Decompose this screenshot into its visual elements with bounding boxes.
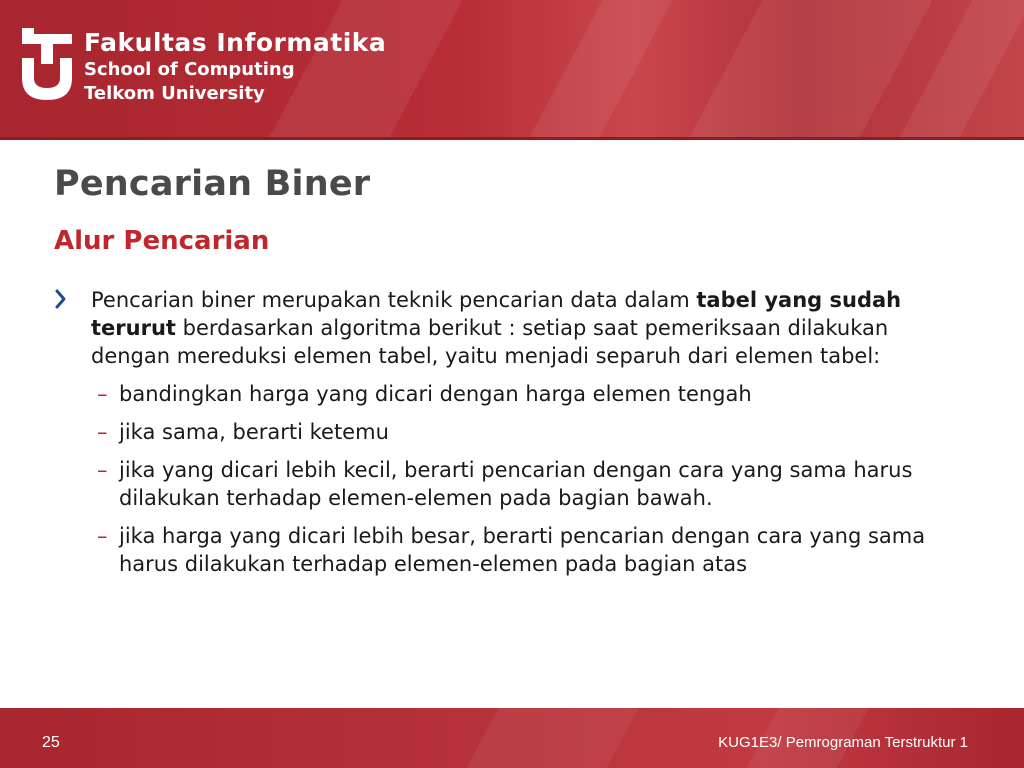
page-number: 25 xyxy=(42,734,60,751)
sub-bullet-text: jika yang dicari lebih kecil, berarti pencarian dengan cara yang sama harus dilakukan terhadap elemen-elemen pada bagian bawah. xyxy=(119,458,913,510)
slide-footer xyxy=(0,708,1024,768)
main-bullet-text xyxy=(91,286,959,370)
brand-wordmark xyxy=(84,28,386,106)
chevron-right-icon xyxy=(54,288,68,310)
sub-bullet-list xyxy=(54,380,959,578)
dash-marker: – xyxy=(97,524,108,548)
sub-bullet-text: jika sama, berarti ketemu xyxy=(119,420,389,444)
bullet-text-before: Pencarian biner merupakan teknik pencarian data dalam xyxy=(91,288,697,312)
slide-title: Pencarian Biner xyxy=(54,164,371,204)
dash-marker: – xyxy=(97,420,108,444)
main-bullet xyxy=(54,286,959,370)
bullet-text-bold: tabel yang sudah terurut xyxy=(91,288,902,340)
sub-bullet-item xyxy=(54,456,959,512)
header-decoration xyxy=(667,0,943,140)
sub-bullet-item xyxy=(54,380,959,408)
slide-subtitle: Alur Pencarian xyxy=(54,226,270,256)
header-divider xyxy=(0,137,1024,140)
sub-bullet-item xyxy=(54,522,959,578)
sub-bullet-text: bandingkan harga yang dicari dengan harga elemen tengah xyxy=(119,382,752,406)
university-name: Telkom University xyxy=(84,83,265,104)
footer-decoration xyxy=(456,708,644,768)
header-decoration xyxy=(507,0,683,140)
slide-body xyxy=(54,286,959,588)
bullet-text-after: berdasarkan algoritma berikut : setiap saat pemeriksaan dilakukan dengan mereduksi elemen tabel, yaitu menjadi separuh dari elemen tabel: xyxy=(91,316,889,368)
slide-header xyxy=(0,0,1024,140)
dash-marker: – xyxy=(97,458,108,482)
course-label: KUG1E3/ Pemrograman Terstruktur 1 xyxy=(718,734,968,751)
dash-marker: – xyxy=(97,382,108,406)
school-name: School of Computing xyxy=(84,59,295,80)
sub-bullet-text: jika harga yang dicari lebih besar, berarti pencarian dengan cara yang sama harus dilakukan terhadap elemen-elemen pada bagian atas xyxy=(119,524,926,576)
telkom-university-logo-icon xyxy=(22,28,72,100)
sub-bullet-item xyxy=(54,418,959,446)
faculty-name: Fakultas Informatika xyxy=(84,28,387,57)
